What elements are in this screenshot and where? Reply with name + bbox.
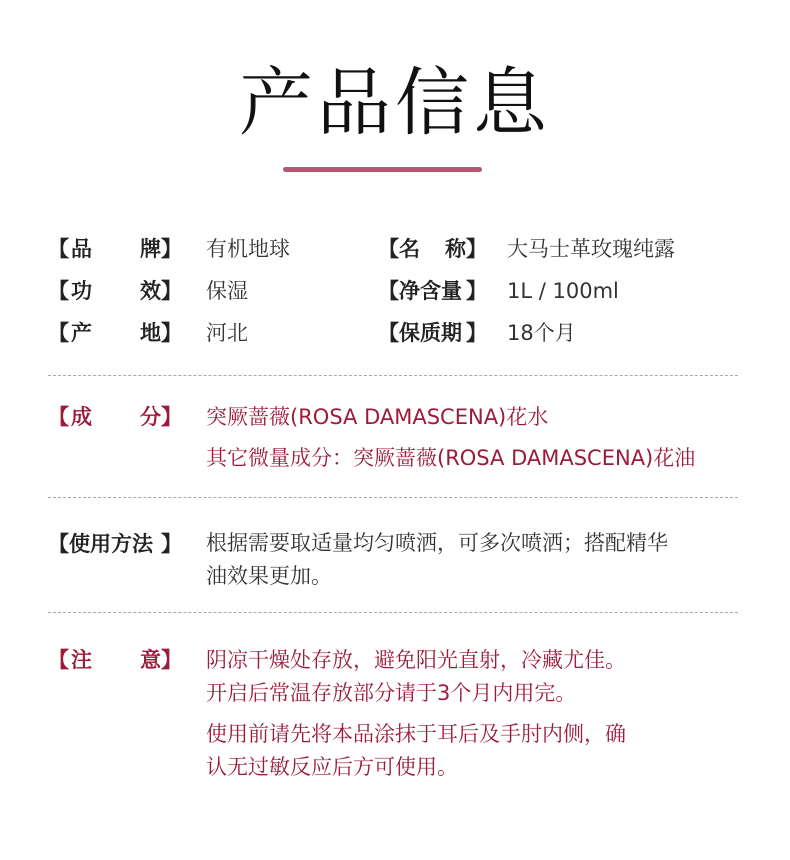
bracket-open: 【 bbox=[378, 237, 399, 261]
notice-line: 阴凉干燥处存放，避免阳光直射，冷藏尤佳。 bbox=[206, 648, 626, 672]
usage-line: 根据需要取适量均匀喷洒，可多次喷洒；搭配精华 bbox=[206, 531, 668, 555]
bracket-open: 【 bbox=[378, 321, 399, 345]
bracket-close: 】 bbox=[161, 405, 182, 429]
notice-text bbox=[206, 644, 626, 784]
origin-value: 河北 bbox=[206, 321, 248, 345]
bracket-close: 】 bbox=[161, 279, 182, 303]
bracket-open: 【 bbox=[48, 321, 69, 345]
notice-label-char2: 意 bbox=[140, 648, 161, 672]
divider bbox=[48, 612, 738, 613]
bracket-open: 【 bbox=[48, 648, 69, 672]
bracket-close: 】 bbox=[161, 532, 182, 556]
bracket-open: 【 bbox=[48, 279, 69, 303]
notice-label-char1: 注 bbox=[71, 648, 92, 672]
usage-label bbox=[48, 524, 198, 564]
volume-value: 1L / 100ml bbox=[507, 279, 619, 303]
brand-value: 有机地球 bbox=[206, 237, 290, 261]
name-label-char2: 称 bbox=[445, 237, 466, 261]
usage-label-text: 使用方法 bbox=[69, 532, 153, 556]
bracket-open: 【 bbox=[48, 237, 69, 261]
ingredients-label-char1: 成 bbox=[71, 405, 92, 429]
ingredients-line: 其它微量成分：突厥蔷薇(ROSA DAMASCENA)花油 bbox=[206, 446, 696, 470]
name-label-char1: 名 bbox=[399, 237, 420, 261]
shelf-life-label: 保质期 bbox=[399, 321, 462, 345]
brand-label-char2: 牌 bbox=[140, 237, 161, 261]
bracket-close: 】 bbox=[161, 321, 182, 345]
origin-label-char2: 地 bbox=[140, 321, 161, 345]
ingredients-label-char2: 分 bbox=[140, 405, 161, 429]
bracket-open: 【 bbox=[48, 532, 69, 556]
ingredients-text bbox=[206, 401, 695, 475]
divider bbox=[48, 497, 738, 498]
bracket-close: 】 bbox=[466, 237, 487, 261]
notice-label bbox=[48, 640, 198, 680]
info-row-brand-name bbox=[0, 229, 790, 269]
usage-text bbox=[206, 527, 668, 593]
bracket-close: 】 bbox=[466, 321, 487, 345]
divider bbox=[48, 375, 738, 376]
effect-value: 保湿 bbox=[206, 279, 248, 303]
effect-label-char1: 功 bbox=[71, 279, 92, 303]
bracket-close: 】 bbox=[161, 648, 182, 672]
brand-label-char1: 品 bbox=[71, 237, 92, 261]
effect-label-char2: 效 bbox=[140, 279, 161, 303]
info-row-effect-volume bbox=[0, 271, 790, 311]
name-value: 大马士革玫瑰纯露 bbox=[507, 237, 675, 261]
bracket-close: 】 bbox=[161, 237, 182, 261]
shelf-life-value: 18个月 bbox=[507, 321, 576, 345]
volume-label: 净含量 bbox=[399, 279, 462, 303]
bracket-close: 】 bbox=[466, 279, 487, 303]
page-title: 产品信息 bbox=[239, 60, 551, 146]
bracket-open: 【 bbox=[48, 405, 69, 429]
notice-line: 开启后常温存放部分请于3个月内用完。 bbox=[206, 681, 577, 705]
bracket-open: 【 bbox=[378, 279, 399, 303]
info-row-origin-shelf bbox=[0, 313, 790, 353]
title-underline bbox=[283, 167, 482, 172]
notice-line: 认无过敏反应后方可使用。 bbox=[206, 755, 458, 779]
usage-line: 油效果更加。 bbox=[206, 564, 332, 588]
notice-line: 使用前请先将本品涂抹于耳后及手肘内侧，确 bbox=[206, 722, 626, 746]
origin-label-char1: 产 bbox=[71, 321, 92, 345]
ingredients-label bbox=[48, 397, 198, 437]
ingredients-line: 突厥蔷薇(ROSA DAMASCENA)花水 bbox=[206, 405, 549, 429]
